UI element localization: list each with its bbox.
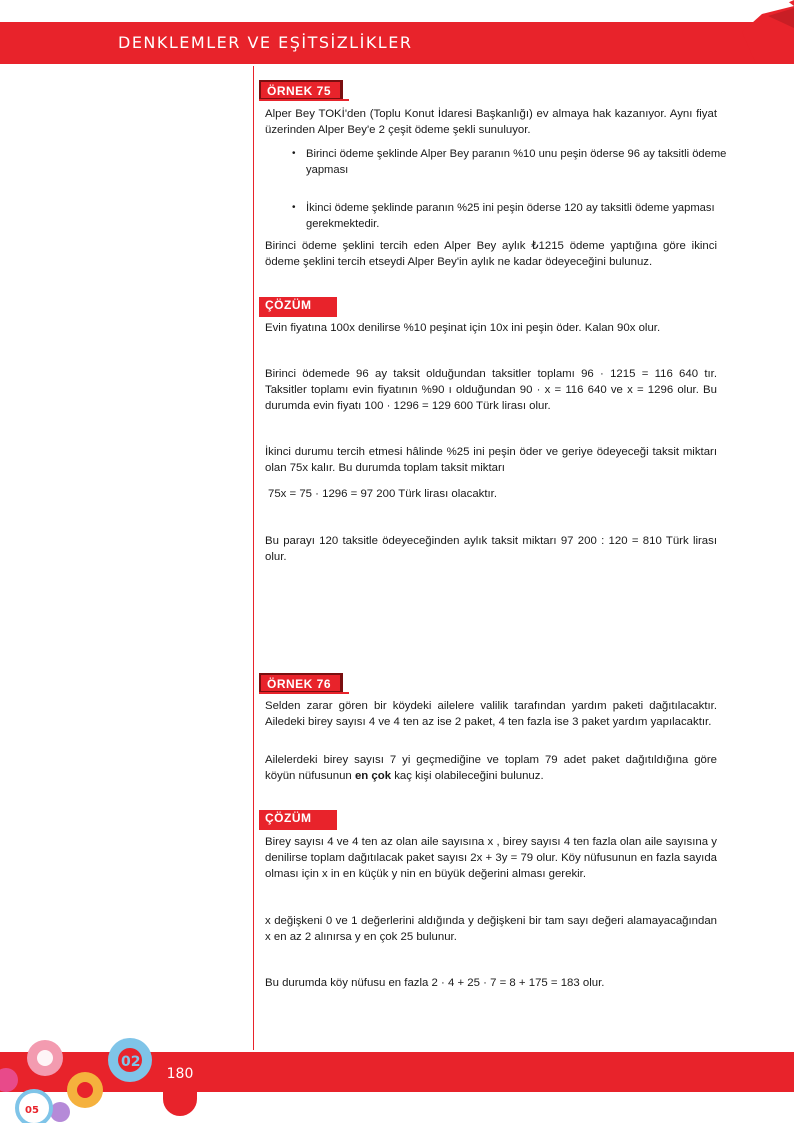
- example-75-intro: Alper Bey TOKİ'den (Toplu Konut İdaresi Başkanlığı) ev almaya hak kazanıyor. Aynı fiyat üzerinden Alper Bey'e 2 çeşit ödeme şekli sunuluyor.: [265, 108, 717, 136]
- example-75-bullets: [292, 146, 732, 250]
- gear-label: 05: [25, 1105, 39, 1116]
- example-76-intro: Selden zarar gören bir köydeki ailelere valilik tarafından yardım paketi dağıtılacaktır. Ailedeki birey sayısı 4 ve 4 ten az ise 2 paket, 4 ten fazla ise 3 paket yardım yapılacaktır.: [265, 700, 717, 728]
- label-underline: [259, 99, 349, 101]
- chapter-title: DENKLEMLER VE EŞİTSİZLİKLER: [118, 33, 413, 52]
- page-number: 180: [166, 1066, 194, 1082]
- example-76-question: [265, 752, 717, 784]
- list-item: • İkinci ödeme şeklinde paranın %25 ini peşin öderse 120 ay taksitli ödeme yapması gerekmektedir.: [306, 200, 732, 232]
- label-underline: [259, 315, 337, 317]
- list-item: • Birinci ödeme şeklinde Alper Bey paranın %10 unu peşin öderse 96 ay taksitli ödeme yapması: [306, 146, 732, 178]
- solution-76-step-1: Birey sayısı 4 ve 4 ten az olan aile sayısına x , birey sayısı 4 ten fazla olan aile sayısına y denilirse toplam dağıtılacak paket sayısı 2x + 3y = 79 olur. Köy nüfusunun en fazla sayıda olması için x in en küçük y nin en büyük değerini alması gerekir.: [265, 836, 717, 880]
- question-text: Ailelerdeki birey sayısı 7 yi geçmediğine ve toplam 79 adet paket dağıtıldığına göre köyün nüfusunun: [265, 754, 717, 782]
- example-75-question: Birinci ödeme şeklini tercih eden Alper Bey aylık ₺1215 ödeme yaptığına göre ikinci ödeme şeklini tercih etseydi Alper Bey'in aylık ne kadar ödeyeceğini bulunuz.: [265, 240, 717, 268]
- gear-label: 02: [121, 1054, 141, 1070]
- solution-76-step-2: x değişkeni 0 ve 1 değerlerini aldığında y değişkeni bir tam sayı değeri alamayacağından x en az 2 alınırsa y en çok 25 bulunur.: [265, 915, 717, 943]
- margin-rule: [253, 66, 254, 1050]
- label-underline: [259, 692, 349, 694]
- solution-75-label: ÇÖZÜM: [259, 297, 337, 315]
- solution-76-label: ÇÖZÜM: [259, 810, 337, 828]
- question-text: kaç kişi olabileceğini bulunuz.: [391, 770, 544, 782]
- example-75-label: ÖRNEK 75: [259, 80, 343, 100]
- solution-76-result: Bu durumda köy nüfusu en fazla 2 · 4 + 25 · 7 = 8 + 175 = 183 olur.: [265, 977, 605, 989]
- solution-75-step-2: Birinci ödemede 96 ay taksit olduğundan taksitler toplamı 96 · 1215 = 116 640 tır. Taksitler toplamı evin fiyatının %90 ı olduğundan 90 · x = 116 640 ve x = 1296 olur. Bu durumda evin fiyatı 100 · 1296 = 129 600 Türk lirası olur.: [265, 368, 717, 412]
- solution-75-step-1: Evin fiyatına 100x denilirse %10 peşinat için 10x ini peşin öder. Kalan 90x olur.: [265, 322, 661, 334]
- solution-75-result: Bu parayı 120 taksitle ödeyeceğinden aylık taksit miktarı 97 200 : 120 = 810 Türk lirası olur.: [265, 535, 717, 563]
- solution-75-step-3: İkinci durumu tercih etmesi hâlinde %25 ini peşin öder ve geriye ödeyeceği taksit miktarı olan 75x kalır. Bu durumda toplam taksit miktarı: [265, 446, 717, 474]
- emphasis-text: en çok: [354, 770, 392, 782]
- gears-icon: [0, 1030, 165, 1123]
- corner-arrow-icon: [734, 0, 794, 64]
- label-underline: [259, 828, 337, 830]
- solution-75-step-4: 75x = 75 · 1296 = 97 200 Türk lirası olacaktır.: [268, 488, 498, 500]
- page-tab: [163, 1052, 197, 1116]
- example-76-label: ÖRNEK 76: [259, 673, 343, 693]
